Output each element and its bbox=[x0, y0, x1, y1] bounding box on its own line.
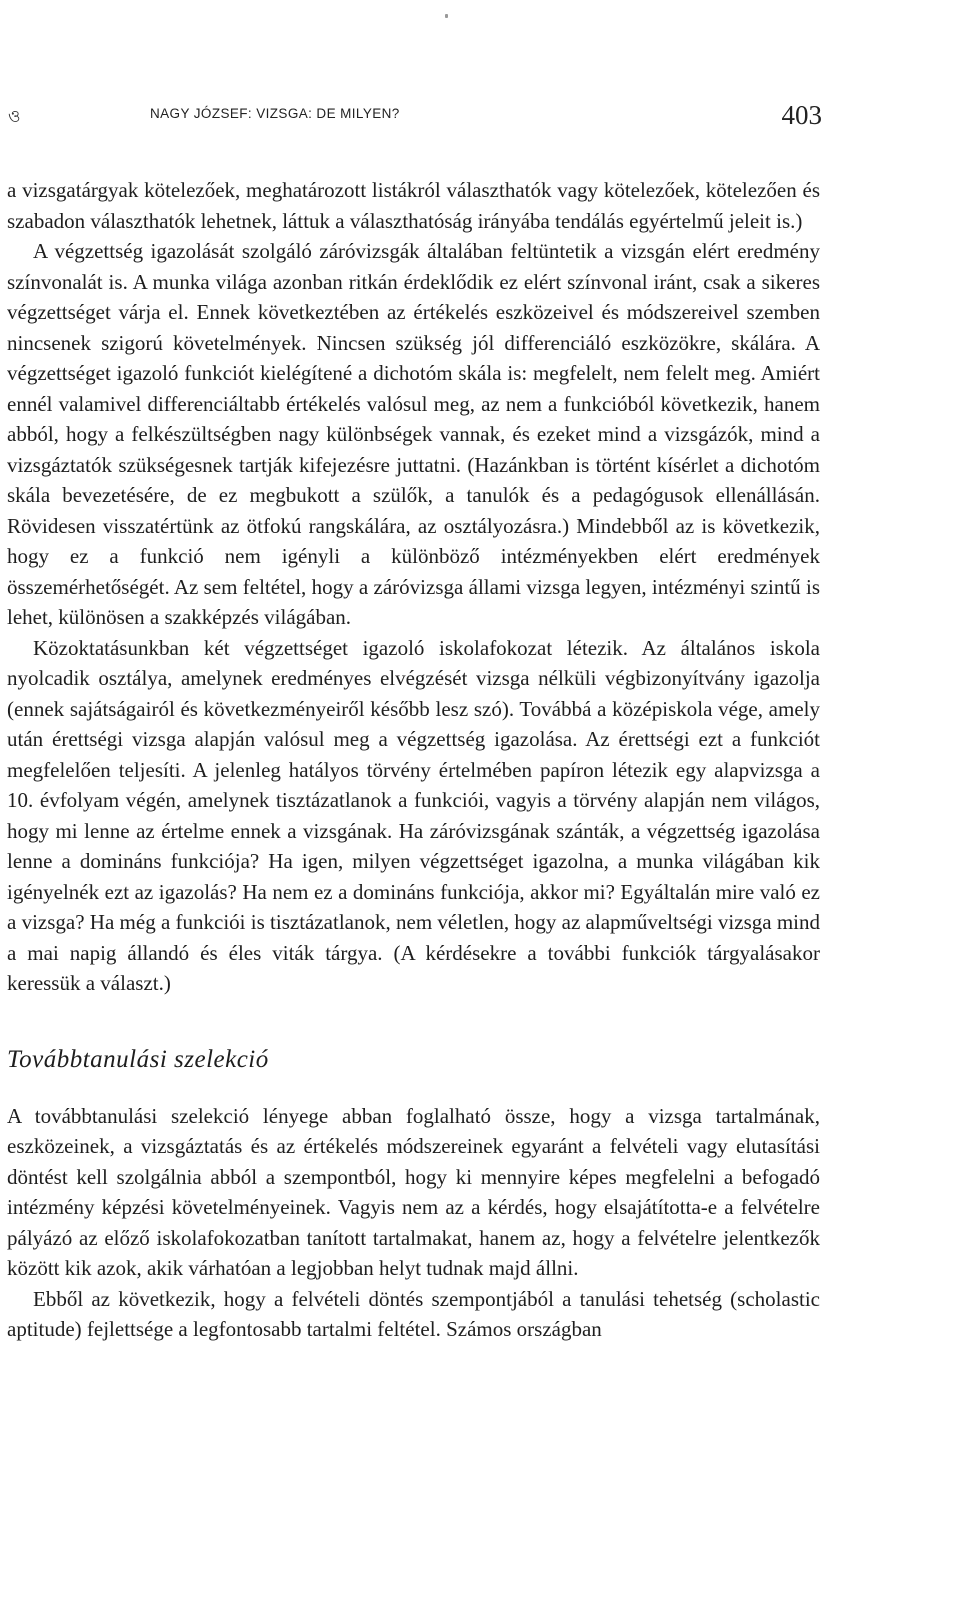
body-text bbox=[7, 175, 820, 1345]
paragraph-continued: a vizsgatárgyak kötelezőek, meghatározott listákról választhatók vagy kötelezőek, kötelezően és szabadon választhatók lehetnek, láttuk a választhatóság irányába tendálás egyértelmű jeleit is.) bbox=[7, 178, 820, 233]
section-heading: Továbbtanulási szelekció bbox=[7, 1045, 269, 1073]
ornament-glyph: ও bbox=[8, 107, 21, 127]
scan-speck bbox=[445, 14, 448, 18]
running-head: NAGY JÓZSEF: VIZSGA: DE MILYEN? bbox=[150, 106, 400, 121]
paragraph: Közoktatásunkban két végzettséget igazoló iskolafokozat létezik. Az általános iskola nyolcadik osztálya, amelynek eredményes elvégzését vizsga nélküli végbizonyítvány igazolja (ennek sajátságairól és következményeiről később lesz szó). Továbbá a középiskola vége, amely után érettségi vizsga alapján valósul meg a végzettség igazolása. Az érettségi ezt a funkciót megfelelően teljesíti. A jelenleg hatályos törvény értelmében papíron létezik egy alapvizsga a 10. évfolyam végén, amelynek tisztázatlanok a funkciói, vagyis a törvény alapján nem világos, hogy mi lenne az értelme ennek a vizsgának. Ha záróvizsgának szánták, a végzettség igazolása lenne a domináns funkciója? Ha igen, milyen végzettséget igazolna, a munka világában kik igényelnék ezt az igazolás? Ha nem ez a domináns funkciója, akkor mi? Egyáltalán mire való ez a vizsga? Ha még a funkciói is tisztázatlanok, nem véletlen, hogy az alapműveltségi vizsga mind a mai napig állandó és éles viták tárgya. (A kérdésekre a további funkciók tárgyalásakor keressük a választ.) bbox=[7, 635, 820, 995]
paragraph: A továbbtanulási szelekció lényege abban foglalható össze, hogy a vizsga tartalmának, eszközeinek, a vizsgáztatás és az értékelés módszereinek egyaránt a felvételi vagy elutasítási döntést kell szolgálnia abból a szempontból, hogy ki mennyire képes megfelelni a befogadó intézmény képzési követelményeinek. Vagyis nem az a kérdés, hogy elsajátította-e a felvételre pályázó az előző iskolafokozatban tanított tartalmakat, hanem az, hogy a felvételre jelentkezők között kik azok, akik várhatóan a legjobban helyt tudnak majd állni. bbox=[7, 1103, 820, 1280]
page-number: 403 bbox=[781, 100, 822, 130]
paragraph: A végzettség igazolását szolgáló záróvizsgák általában feltüntetik a vizsgán elért eredmény színvonalát is. A munka világa azonban ritkán érdeklődik ez elért színvonal iránt, csak a sikeres végzettséget várja el. Ennek következtében az értékelés eszközeivel és módszereivel szemben nincsenek szigorú követelmények. Nincsen szükség jól differenciáló eszközökre, skálára. A végzettséget igazoló funkciót kielégítené a dichotóm skála is: megfelelt, nem felelt meg. Amiért ennél valamivel differenciáltabb értékelés valósul meg, az nem a funkcióból következik, hanem abból, hogy a felkészültségben nagy különbségek vannak, és ezeket mind a vizsgázók, mind a vizsgáztatók szükségesnek tartják kifejezésre juttatni. (Hazánkban is történt kísérlet a dichotóm skála bevezetésére, de ez megbukott a szülők, a tanulók és a pedagógusok ellenállásán. Rövidesen visszatértünk az ötfokú rangskálára, az osztályozásra.) Mindebből az is következik, hogy ez a funkció nem igényli a különböző intézményekben elért eredmények összemérhetőségét. Az sem feltétel, hogy a záróvizsga állami vizsga legyen, intézményi szintű is lehet, különösen a szakképzés világában. bbox=[7, 239, 820, 629]
paragraph: Ebből az következik, hogy a felvételi döntés szempontjából a tanulási tehetség (scholastic aptitude) fejlettsége a legfontosabb tartalmi feltétel. Számos országban bbox=[7, 1286, 820, 1341]
page-header bbox=[0, 100, 960, 140]
